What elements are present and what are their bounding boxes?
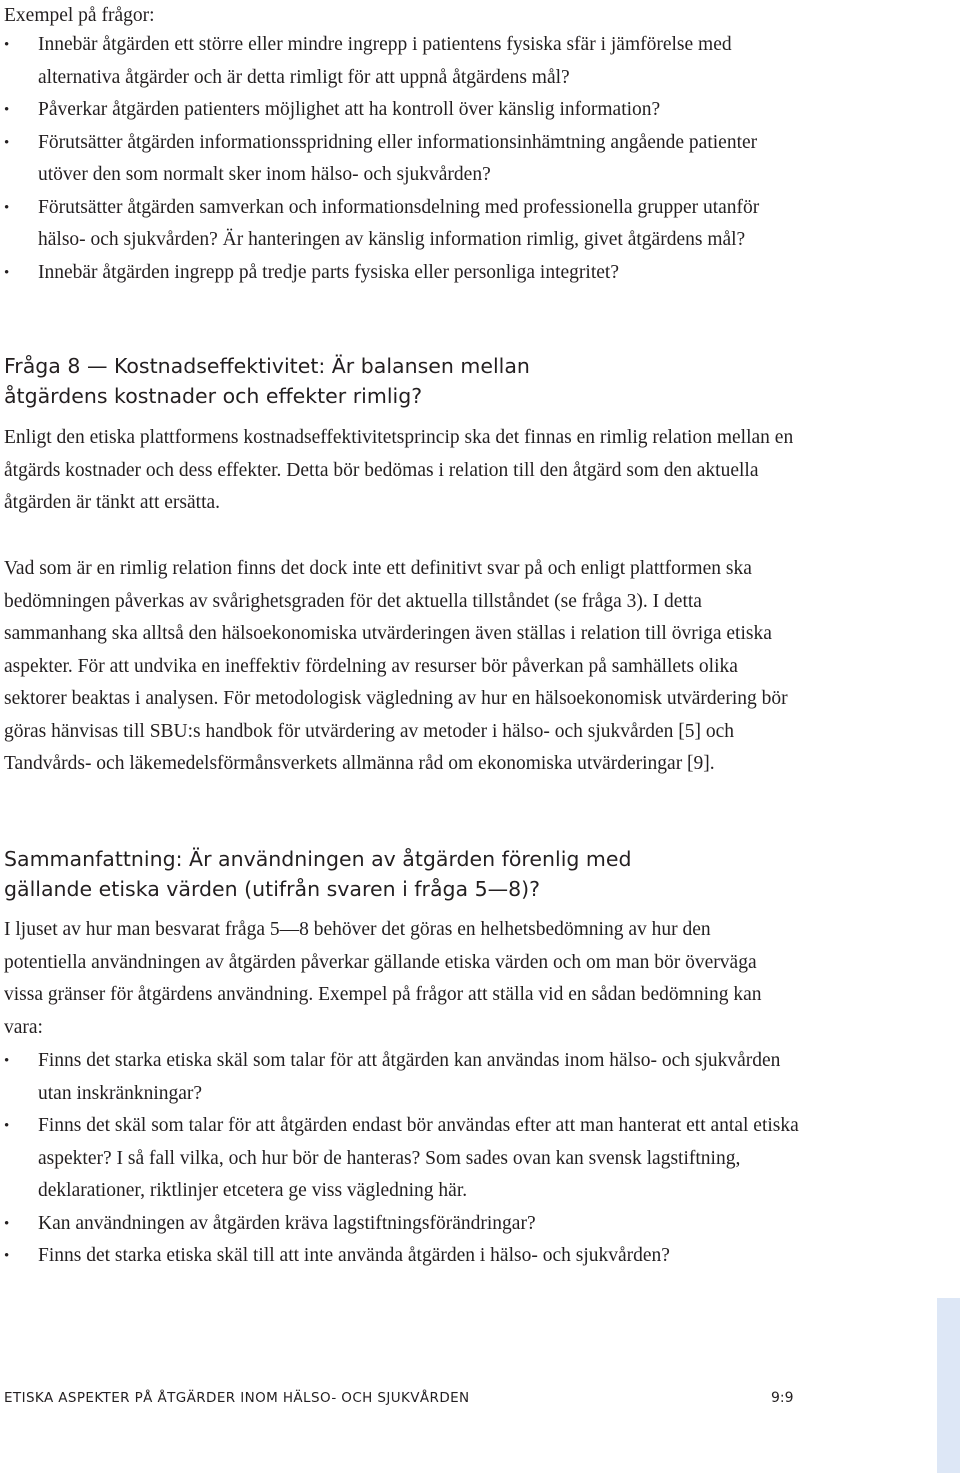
running-footer-title: ETISKA ASPEKTER PÅ ÅTGÄRDER INOM HÄLSO- OCH SJUKVÅRDEN xyxy=(4,1390,470,1406)
question-list-integrity xyxy=(4,29,799,289)
paragraph-summary: I ljuset av hur man besvarat fråga 5—8 behöver det göras en helhetsbedömning av hur den potentiella användningen av åtgärden påverkar gällande etiska värden och om man bör överväga vissa gränser för åtgärdens användning. Exempel på frågor att ställa vid en sådan bedömning kan vara: xyxy=(4,919,762,1038)
bullet-icon: • xyxy=(4,199,10,216)
bullet-icon: • xyxy=(4,1118,10,1134)
section-heading-summary: Sammanfattning: Är användningen av åtgärden förenlig med gällande etiska värden (utifrån svaren i fråga 5—8)? xyxy=(4,847,632,901)
side-tab-marker xyxy=(937,1298,960,1473)
bullet-icon: • xyxy=(4,1248,10,1264)
list-item: • Finns det starka etiska skäl till att inte använda åtgärden i hälso- och sjukvården? xyxy=(4,1240,799,1273)
list-item: • Förutsätter åtgärden samverkan och informationsdelning med professionella grupper utanför hälso- och sjukvården? Är hanteringen av känslig information rimlig, givet åtgärdens mål? xyxy=(4,192,799,257)
list-item: • Finns det skäl som talar för att åtgärden endast bör användas efter att man hanterat ett antal etiska aspekter? I så fall vilka, och hur bör de hanteras? Som sades ovan kan svensk lagstiftning, deklarationer, riktlinjer etcetera ge viss vägledning här. xyxy=(4,1110,799,1208)
list-item: • Finns det starka etiska skäl som talar för att åtgärden kan användas inom hälso- och sjukvården utan inskränkningar? xyxy=(4,1045,799,1110)
bullet-icon: • xyxy=(4,1053,10,1069)
intro-label: Exempel på frågor: xyxy=(4,5,155,26)
question-list-summary xyxy=(4,1045,799,1273)
list-item: • Förutsätter åtgärden informationsspridning eller informationsinhämtning angående patienter utöver den som normalt sker inom hälso- och sjukvården? xyxy=(4,127,799,192)
bullet-icon: • xyxy=(4,102,10,118)
list-item: • Innebär åtgärden ingrepp på tredje parts fysiska eller personliga integritet? xyxy=(4,257,799,290)
list-item: • Innebär åtgärden ett större eller mindre ingrepp i patientens fysiska sfär i jämförelse med alternativa åtgärder och är detta rimligt för att uppnå åtgärdens mål? xyxy=(4,29,799,94)
page-number: 9:9 xyxy=(771,1390,794,1406)
list-item: • Kan användningen av åtgärden kräva lagstiftningsförändringar? xyxy=(4,1208,799,1241)
bullet-icon: • xyxy=(4,37,10,53)
bullet-icon: • xyxy=(4,134,10,151)
list-item: • Påverkar åtgärden patienters möjlighet att ha kontroll över känslig information? xyxy=(4,94,799,127)
paragraph-cost-effectiveness-1: Enligt den etiska plattformens kostnadseffektivitetsprincip ska det finnas en rimlig relation mellan en åtgärds kostnader och dess effekter. Detta bör bedömas i relation till den åtgärd som den aktuella åtgärden är tänkt att ersätta. xyxy=(4,427,794,513)
bullet-icon: • xyxy=(4,264,10,281)
bullet-icon: • xyxy=(4,1215,10,1232)
section-heading-question-8: Fråga 8 — Kostnadseffektivitet: Är balansen mellan åtgärdens kostnader och effekter rimlig? xyxy=(4,354,530,408)
paragraph-cost-effectiveness-2: Vad som är en rimlig relation finns det dock inte ett definitivt svar på och enligt plattformen ska bedömningen påverkas av svårighetsgraden för det aktuella tillståndet (se fråga 3). I detta sammanhang ska alltså den hälsoekonomiska utvärderingen även ställas i relation till övriga etiska aspekter. För att undvika en ineffektiv fördelning av resurser bör påverkan på samhällets olika sektorer beaktas i analysen. För metodologisk vägledning av hur en hälsoekonomisk utvärdering bör göras hänvisas till SBU:s handbok för utvärdering av metoder i hälso- och sjukvården [5] och Tandvårds- och läkemedelsförmånsverkets allmänna råd om ekonomiska utvärderingar [9]. xyxy=(4,558,788,774)
